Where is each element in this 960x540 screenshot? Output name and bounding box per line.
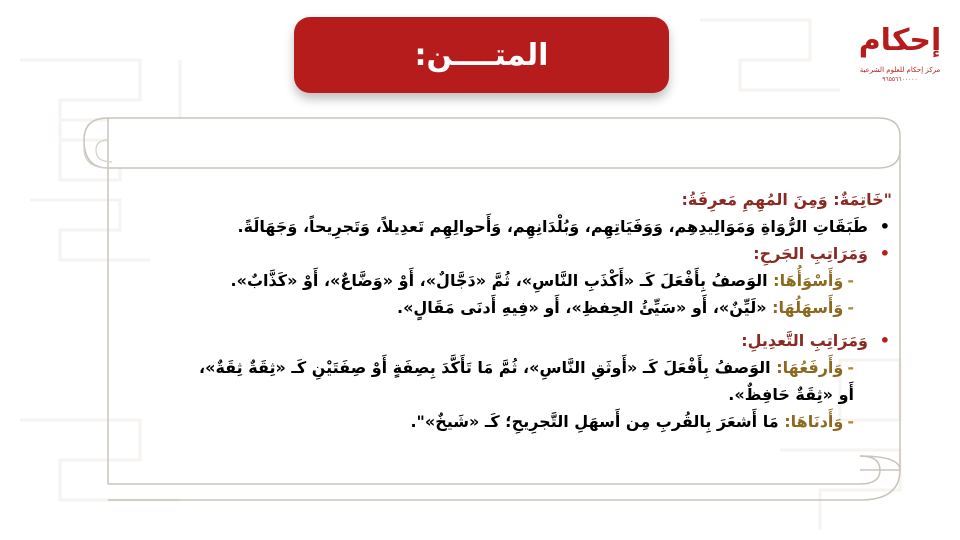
jarh-worst-text: الوَصفُ بِأَفْعَلَ كَـ «أَكْذَبِ النَّاسِ»، ثُمَّ «دَجَّالٌ»، أَوْ «وَضَّاعٌ»، أَوْ «كَذَّابٌ». [230, 271, 768, 290]
item1-text: طَبَقَاتِ الرُّوَاةِ وَمَوَالِيدِهِم، وَوَفَيَاتِهِم، وَبُلْدَانِهِم، وَأَحوالِهِم تَعدِيلاً، وَتَجرِيحاً، وَجَهَالَةً. [237, 217, 868, 236]
dash-icon: - [847, 298, 854, 317]
tadil-highest-continuation: أَو «ثِقَةٌ حَافِظٌ». [728, 385, 854, 404]
dash-icon: - [847, 271, 854, 290]
bullet-icon: • [879, 244, 890, 263]
logo-word: إحكام [858, 23, 942, 58]
logo-subtitle: مركز إحكام للعلوم الشرعية [859, 66, 941, 74]
tadil-highest-text: الوَصفُ بِأَفْعَلَ كَـ «أَوثَقِ النَّاسِ»، ثُمَّ مَا تَأَكَّدَ بِصِفَةٍ أَوْ صِفَتَيْنِ كَـ «ثِقَةٌ ثِقَةٌ»، [199, 358, 771, 377]
tadil-lowest-text: مَا أَشعَرَ بِالقُربِ مِن أَسهَلِ التَّجرِيحِ؛ كَـ «شَيخٌ»". [410, 412, 779, 431]
list-item [128, 327, 892, 354]
jarh-easiest-line [128, 294, 892, 321]
bullet-icon: • [879, 331, 890, 350]
logo-number: ٩٦٥٥٦٦٠٠٠٠٠ [882, 76, 918, 83]
jarh-easiest-label: وَأَسهَلُهَا: [772, 298, 844, 317]
jarh-worst-label: وَأَسْوَأُهَا: [773, 271, 844, 290]
tadil-highest-label: وَأَرفَعُهَا: [776, 358, 844, 377]
bullet-icon: • [879, 217, 890, 236]
jarh-easiest-text: «لَيِّنٌ»، أَو «سَيِّئُ الحِفظِ»، أَو «فِيهِ أَدنَى مَقَالٍ». [396, 298, 767, 317]
tadil-highest-line [128, 354, 892, 381]
tadil-lowest-line [128, 408, 892, 435]
jarh-worst-line [128, 267, 892, 294]
page-title: المتــــن: [414, 37, 549, 73]
opening-line: "خَاتِمَةٌ: وَمِنَ المُهِمِ مَعرِفَةُ: [681, 190, 892, 209]
list-item [128, 240, 892, 267]
dash-icon: - [847, 412, 854, 431]
jarh-heading: وَمَرَاتِبِ الجَرحِ: [753, 244, 868, 263]
matn-text [128, 186, 892, 435]
list-item [128, 213, 892, 240]
tadil-lowest-label: وَأَدنَاهَا: [784, 412, 844, 431]
tadil-heading: وَمَرَاتِبِ التَّعدِيلِ: [741, 331, 868, 350]
dash-icon: - [847, 358, 854, 377]
